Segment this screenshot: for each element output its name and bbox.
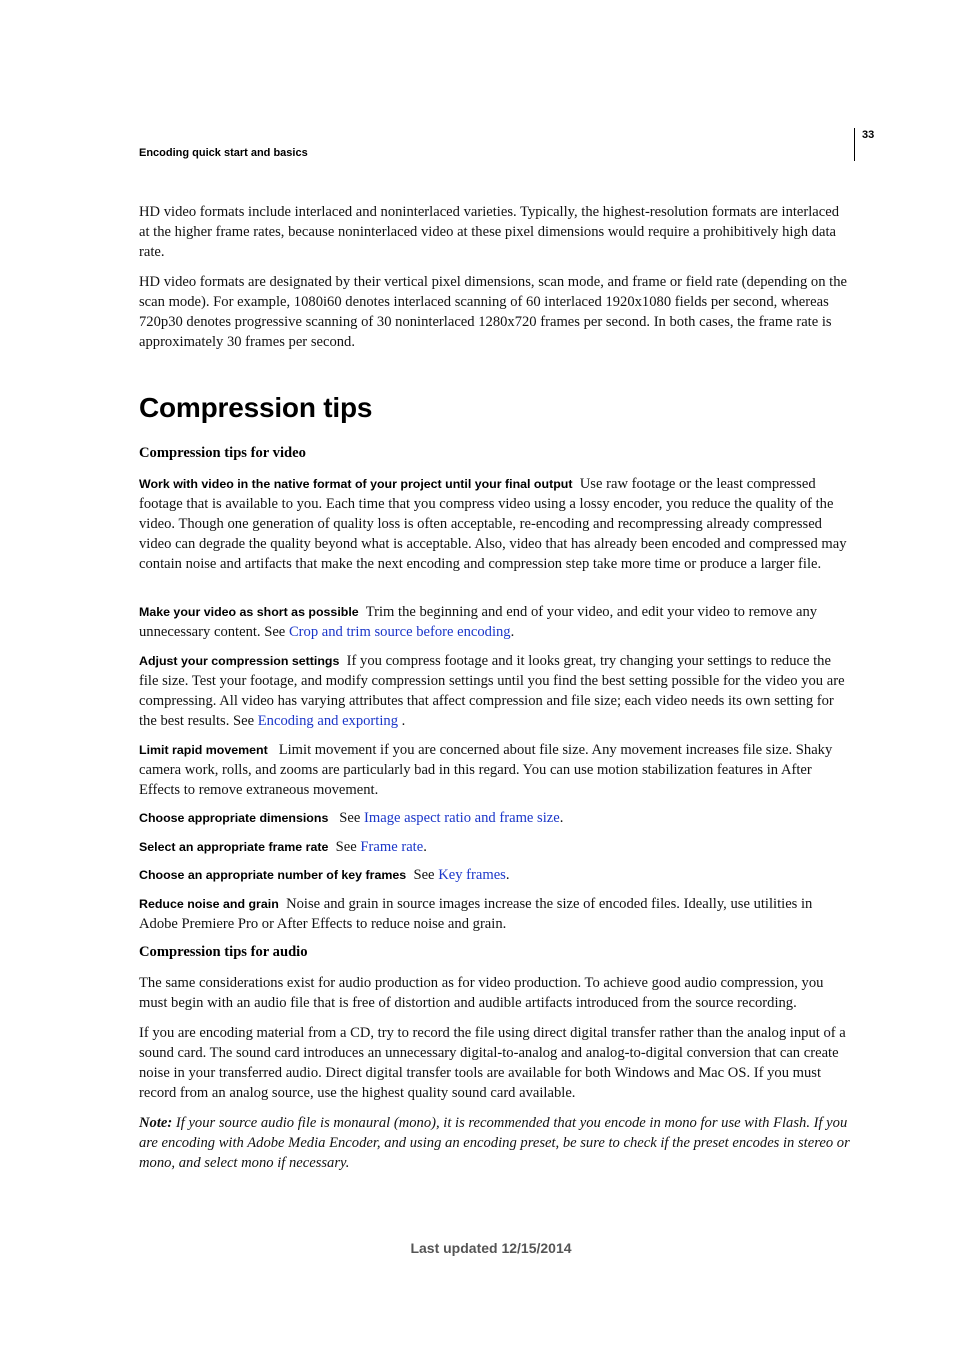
tip-paragraph <box>139 808 851 828</box>
link-key-frames[interactable]: Key frames <box>438 867 506 883</box>
tip-text-end: . <box>510 624 515 640</box>
page-number: 33 <box>862 129 875 141</box>
note-label: Note: <box>139 1115 173 1131</box>
tip-paragraph <box>139 651 851 731</box>
tip-text: If you compress footage and it looks great, try changing your settings to reduce the file size. Test your footage, and modify compression settings until you find the best setting possible for the video you are compressing. All video has varying attributes that affect compression and file size; each video needs its own setting for the best results. See <box>139 653 845 729</box>
audio-paragraph-2: If you are encoding material from a CD, try to record the file using direct digital transfer rather than the analog input of a sound card. The sound card introduces an unnecessary digital-to-analog and analog-to-digital conversion that can create noise in your transferred audio. Direct digital transfer tools are available for both Windows and Mac OS. If you must record from an analog source, use the highest quality sound card available. <box>139 1025 846 1101</box>
tip-label: Reduce noise and grain <box>139 897 279 911</box>
tip-text-end: . <box>401 713 406 729</box>
tip-label: Limit rapid movement <box>139 743 268 757</box>
tip-text-end: . <box>423 839 427 855</box>
note-paragraph <box>139 1113 851 1173</box>
audio-paragraph-1: The same considerations exist for audio production as for video production. To achieve good audio compression, you must begin with an audio file that is free of distortion and audible artifacts introduced from the source recording. <box>139 975 824 1011</box>
tip-paragraph <box>139 894 851 934</box>
tip-paragraph <box>139 837 851 857</box>
tip-text-end: . <box>559 810 564 826</box>
link-crop-and-trim[interactable]: Crop and trim source before encoding <box>288 624 511 640</box>
tip-label: Choose an appropriate number of key frames <box>139 868 407 882</box>
tip-text: Trim the beginning and end of your video, and edit your video to remove any unnecessary content. See <box>139 604 818 640</box>
tip-text: See <box>339 810 365 826</box>
section-title: Compression tips <box>139 392 373 423</box>
tip-label: Work with video in the native format of your project until your final output <box>139 477 573 491</box>
video-tips-heading: Compression tips for video <box>139 445 306 461</box>
tip-paragraph <box>139 602 851 642</box>
running-head: Encoding quick start and basics <box>139 147 308 159</box>
tip-paragraph <box>139 865 851 885</box>
header-divider <box>854 128 855 161</box>
tip-label: Choose appropriate dimensions <box>139 811 329 825</box>
tip-label: Select an appropriate frame rate <box>139 840 329 854</box>
tip-label: Make your video as short as possible <box>139 605 359 619</box>
tip-paragraph <box>139 740 851 800</box>
link-image-aspect-ratio[interactable]: Image aspect ratio and frame size <box>364 810 560 826</box>
tip-text-end: . <box>505 867 510 883</box>
audio-tips-heading: Compression tips for audio <box>139 944 308 960</box>
intro-paragraph-2: HD video formats are designated by their vertical pixel dimensions, scan mode, and frame or field rate (depending on the scan mode). For example, 1080i60 denotes interlaced scanning of 60 interlaced 1920x1080 fields per second, whereas 720p30 denotes progressive scanning of 30 noninterlaced 1280x720 frames per second. In both cases, the frame rate is approximately 30 frames per second. <box>139 274 847 350</box>
tip-text: Noise and grain in source images increase the size of encoded files. Ideally, use utilities in Adobe Premiere Pro or After Effects to reduce noise and grain. <box>139 896 813 932</box>
link-frame-rate[interactable]: Frame rate <box>360 839 424 855</box>
tip-label: Adjust your compression settings <box>139 654 340 668</box>
footer-last-updated: Last updated 12/15/2014 <box>410 1240 572 1256</box>
tip-text: See <box>413 867 439 883</box>
link-encoding-and-exporting[interactable]: Encoding and exporting <box>257 713 402 729</box>
tip-paragraph <box>139 474 851 574</box>
tip-text: Limit movement if you are concerned about file size. Any movement increases file size. Shaky camera work, rolls, and zooms are particularly bad in this regard. You can use motion stabilization features in After Effects to remove extraneous movement. <box>139 742 833 798</box>
tip-text: Use raw footage or the least compressed footage that is available to you. Each time that you compress video using a lossy encoder, you reduce the quality of the video. Though one generation of quality loss is often acceptable, re-encoding and recompressing already compressed video can degrade the quality beyond what is acceptable. Also, video that has already been encoded and compressed may contain noise and artifacts that make the next encoding and compression step take more time or produce a larger file. <box>139 476 847 572</box>
tip-text: See <box>335 839 361 855</box>
intro-paragraph-1: HD video formats include interlaced and noninterlaced varieties. Typically, the highest-resolution formats are interlaced at the higher frame rates, because noninterlaced video at these pixel dimensions would require a prohibitively high data rate. <box>139 204 840 260</box>
note-text: If your source audio file is monaural (mono), it is recommended that you encode in mono for use with Flash. If you are encoding with Adobe Media Encoder, and using an encoding preset, be sure to check if the preset encodes in stereo or mono, and select mono if necessary. <box>139 1115 850 1171</box>
